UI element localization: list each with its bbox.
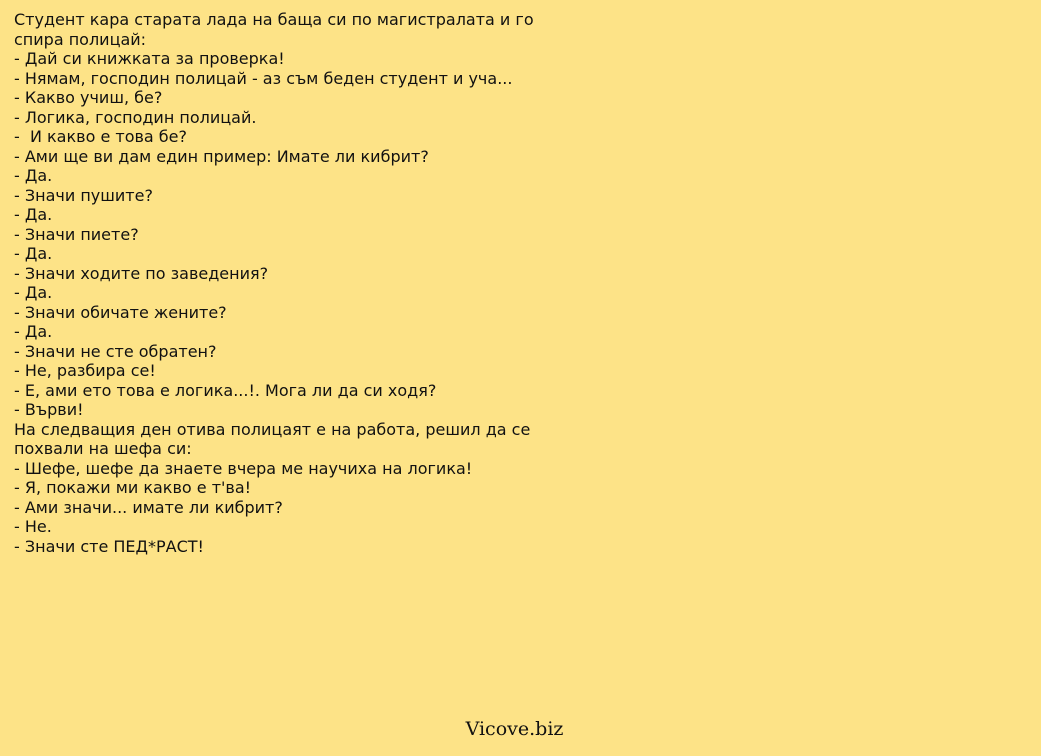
joke-line: - Ами значи... имате ли кибрит? xyxy=(14,497,283,517)
joke-line: - Значи сте ПЕД*РАСТ! xyxy=(14,536,204,556)
joke-text xyxy=(14,10,574,556)
site-watermark: Vicove.biz xyxy=(465,718,564,740)
joke-line: - Да. xyxy=(14,205,53,224)
joke-line: - Да. xyxy=(14,283,53,302)
joke-line: - Е, ами ето това е логика...!. Мога ли да си ходя? xyxy=(14,380,437,400)
joke-line: - Значи обичате жените? xyxy=(14,302,227,322)
joke-line: - Значи пиете? xyxy=(14,224,139,244)
joke-line: - Какво учиш, бе? xyxy=(14,88,163,107)
joke-line: - И какво е това бе? xyxy=(14,127,187,146)
joke-line: - Я, покажи ми какво е т'ва! xyxy=(14,478,252,497)
joke-line: - Нямам, господин полицай - аз съм беден студент и уча... xyxy=(14,68,513,88)
joke-line: - Да. xyxy=(14,166,53,185)
joke-line: Студент кара старата лада на баща си по магистралата и го спира полицай: xyxy=(14,10,539,49)
joke-line: - Шефе, шефе да знаете вчера ме научиха на логика! xyxy=(14,458,473,478)
joke-line: - Не, разбира се! xyxy=(14,361,156,380)
joke-line: - Дай си книжката за проверка! xyxy=(14,49,285,68)
joke-line: - Да. xyxy=(14,322,53,341)
joke-line: - Значи не сте обратен? xyxy=(14,341,217,361)
joke-line: - Значи пушите? xyxy=(14,185,153,205)
joke-line: - Да. xyxy=(14,244,53,263)
joke-line: - Ами ще ви дам един пример: Имате ли кибрит? xyxy=(14,146,429,166)
joke-line: - Върви! xyxy=(14,400,84,419)
joke-line: На следващия ден отива полицаят е на работа, решил да се похвали на шефа си: xyxy=(14,419,536,458)
joke-line: - Значи ходите по заведения? xyxy=(14,263,269,283)
joke-line: - Логика, господин полицай. xyxy=(14,107,257,127)
joke-line: - Не. xyxy=(14,517,52,536)
